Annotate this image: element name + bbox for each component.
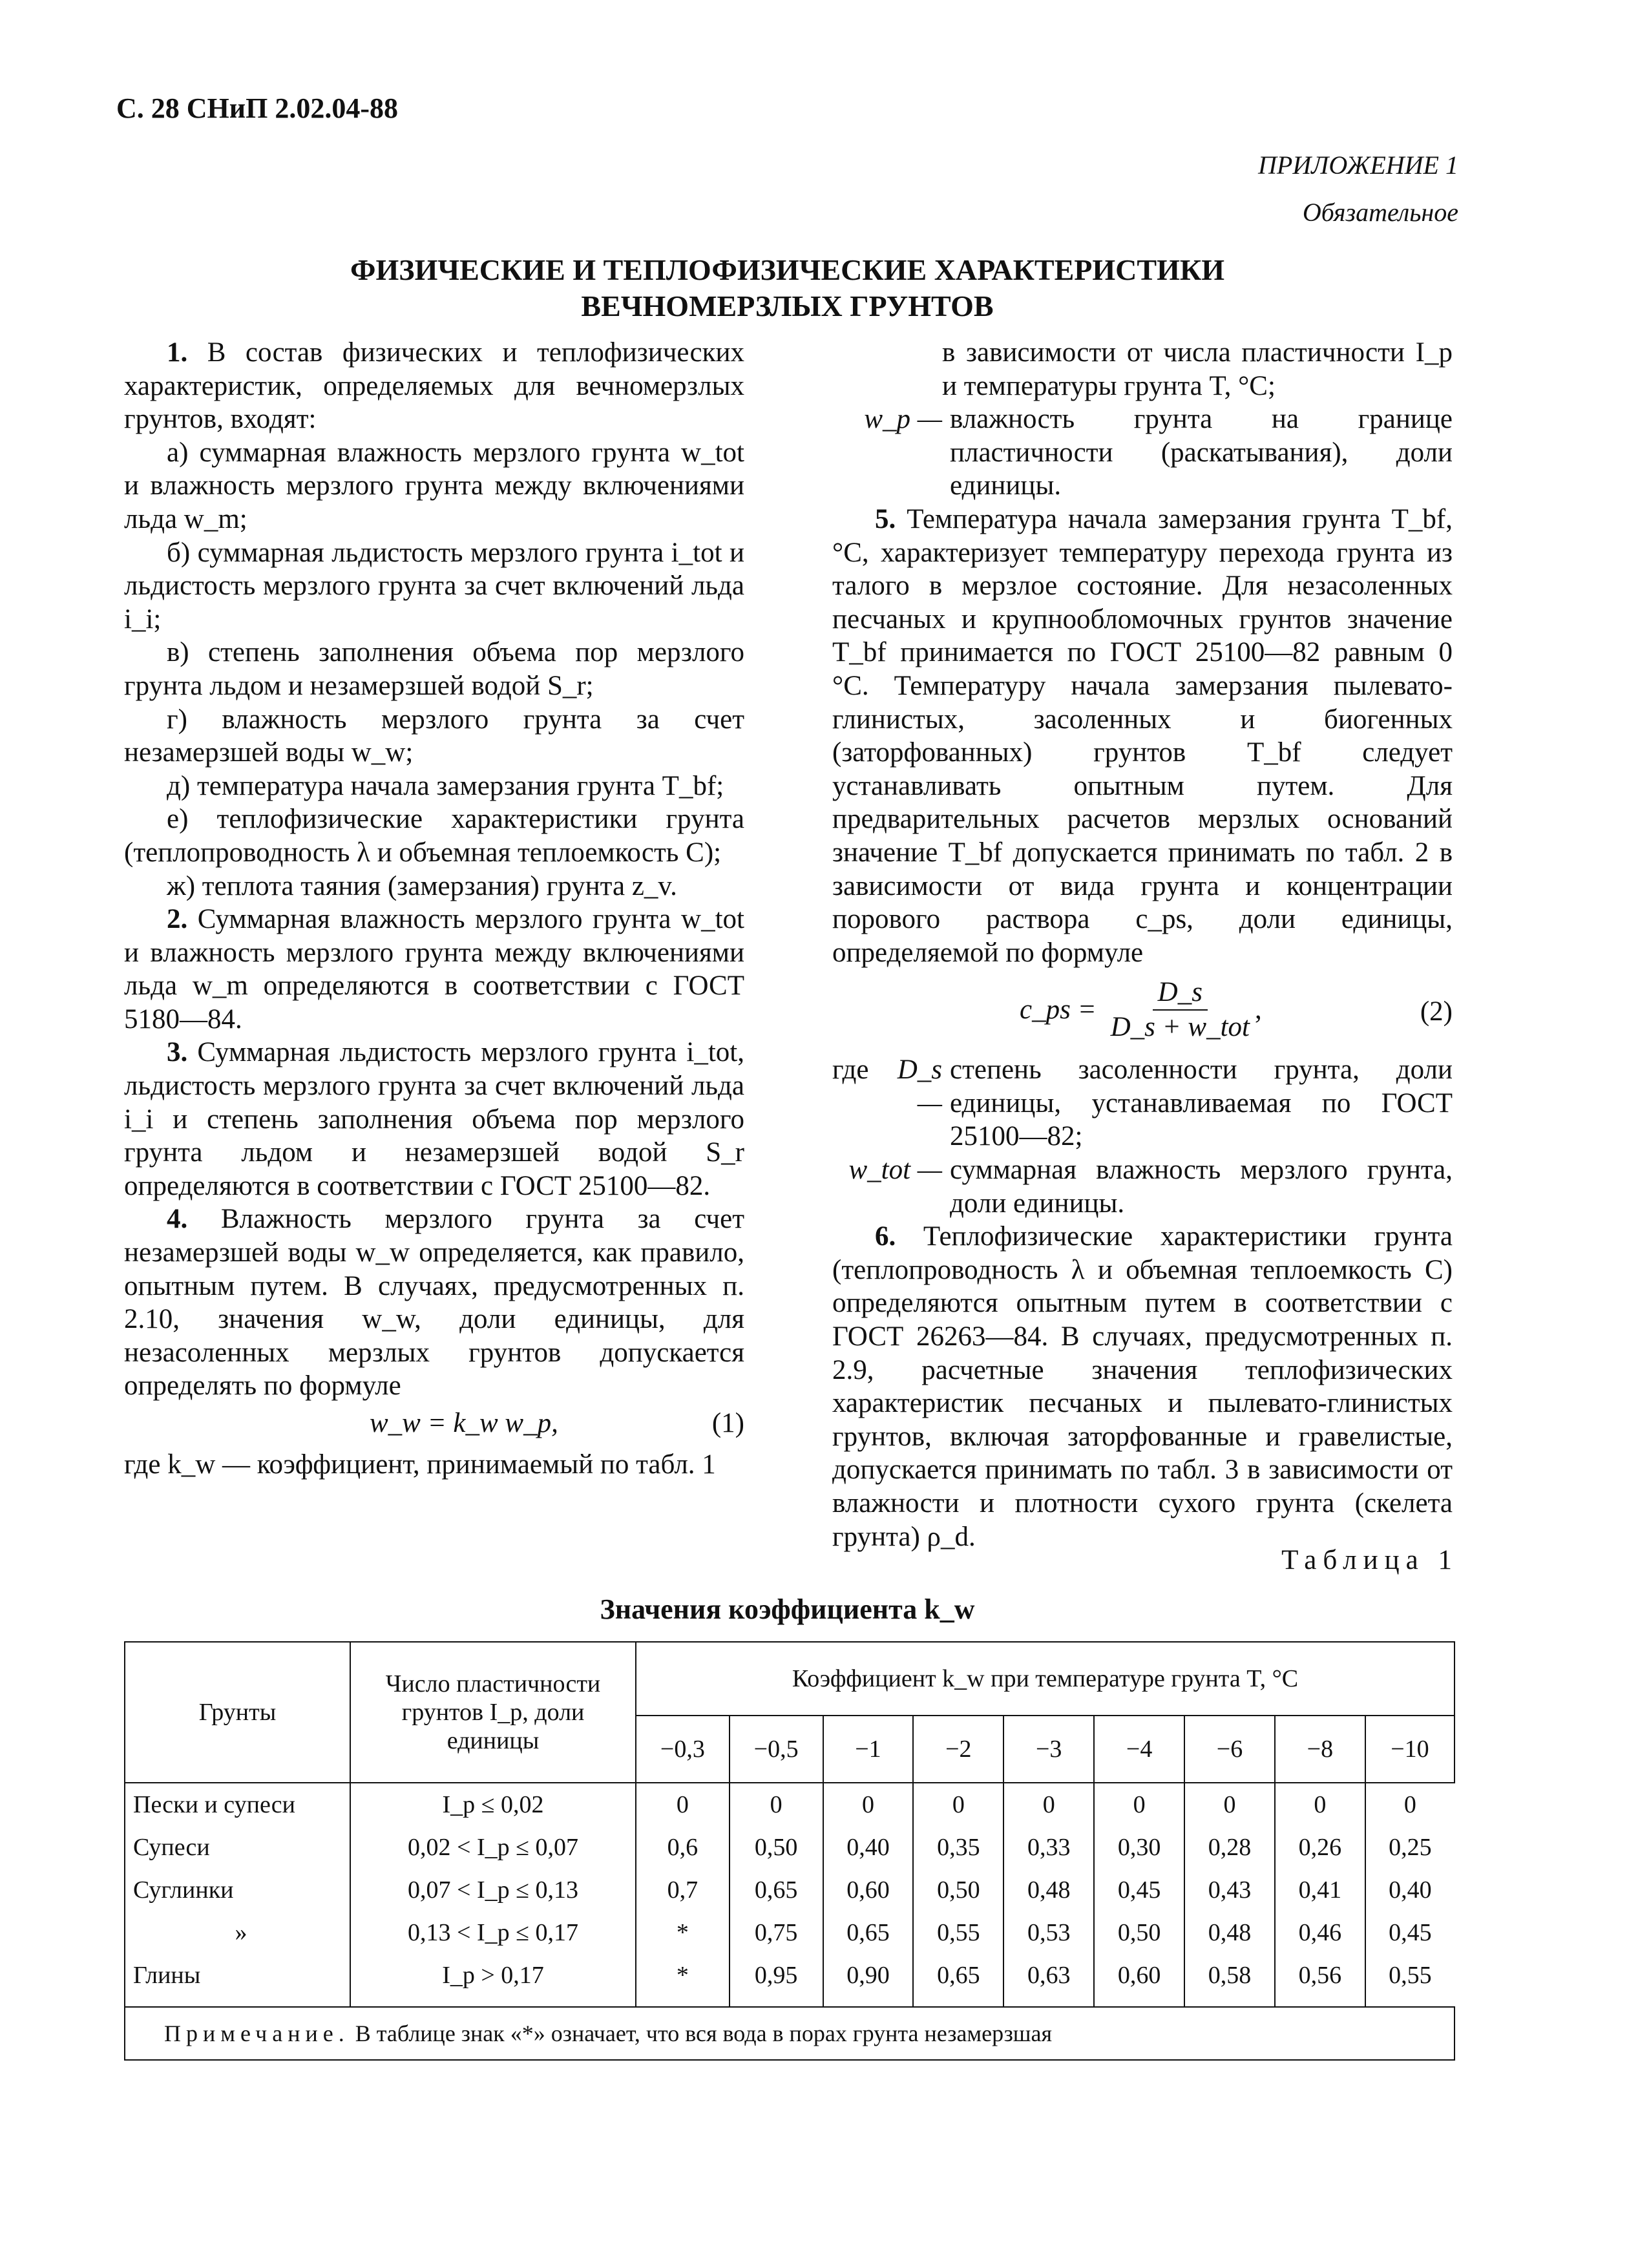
temperature-header-cell: −0,5 — [730, 1716, 823, 1783]
table-note — [125, 2007, 1455, 2060]
header-coefficient: Коэффициент k_w при температуре грунта T, °C — [636, 1642, 1455, 1716]
coefficient-cell: 0,48 — [1003, 1869, 1094, 1911]
appendix-status: Обязательное — [1302, 198, 1458, 227]
coefficient-cell: 0,45 — [1365, 1911, 1455, 1954]
coefficient-cell: 0,60 — [1094, 1954, 1184, 2007]
page-reference: С. 28 СНиП 2.02.04-88 — [116, 92, 399, 124]
coefficient-cell: 0,41 — [1275, 1869, 1365, 1911]
note-text: В таблице знак «*» означает, что вся вода в порах грунта незамерзшая — [349, 2021, 1053, 2046]
coefficient-cell: 0,40 — [1365, 1869, 1455, 1911]
coefficient-cell: 0,55 — [1365, 1954, 1455, 2007]
coefficient-cell: 0 — [1094, 1783, 1184, 1826]
plasticity-cell: 0,07 < I_p ≤ 0,13 — [350, 1869, 636, 1911]
coefficient-cell: 0,6 — [636, 1826, 730, 1869]
soil-cell: Пески и супеси — [125, 1783, 350, 1826]
table-row — [125, 1869, 1455, 1911]
coefficient-cell: 0,58 — [1184, 1954, 1275, 2007]
coefficient-table — [124, 1641, 1455, 2061]
item-v: в) степень заполнения объема пор мерзлого грунта льдом и незамерзшей водой S_r; — [124, 637, 744, 701]
title-line-2: ВЕЧНОМЕРЗЛЫХ ГРУНТОВ — [581, 289, 994, 322]
item-e: е) теплофизические характеристики грунта (теплопроводность λ и объемная теплоемкость C); — [124, 804, 744, 868]
soil-cell: Супеси — [125, 1826, 350, 1869]
table-row — [125, 1826, 1455, 1869]
temperature-header-cell: −1 — [823, 1716, 914, 1783]
where-word: где — [832, 1055, 869, 1086]
soil-cell: Суглинки — [125, 1869, 350, 1911]
coefficient-cell: 0,7 — [636, 1869, 730, 1911]
paragraph-text: Теплофизические характеристики грунта (теплопроводность λ и объемная теплоемкость C) определяются опытным путем в соответствии с ГОСТ 26263—84. В случаях, предусмотренных п. 2.9, расчетные значения теплофизических характеристик песчаных и пылевато-глинистых грунтов, включая заторфованные и гравелистые, допускается принимать по табл. 3 в зависимости от влажности и плотности сухого грунта (скелета грунта) ρ_d. — [832, 1221, 1453, 1552]
table-title: Значения коэффициента k_w — [600, 1593, 975, 1625]
formula-1-number: (1) — [711, 1408, 744, 1438]
temperature-header-cell: −10 — [1365, 1716, 1455, 1783]
coefficient-cell: 0 — [823, 1783, 914, 1826]
definition-wtot — [832, 1153, 1453, 1220]
paragraph-text: Температура начала замерзания грунта T_bf, °C, характеризует температуру перехода грунта из талого в мерзлое состояние. Для незасоленных песчаных и крупнообломочных грунтов значение T_bf принимается по ГОСТ 25100—82 равным 0 °C. Температуру начала замерзания пылевато-глинистых, засоленных и биогенных (заторфованных) грунтов T_bf следует устанавливать опытным путем. Для предварительных расчетов мерзлых оснований значение T_bf допускается принимать по табл. 2 в зависимости от вида грунта и концентрации порового раствора c_ps, доли единицы, определяемой по формуле — [832, 503, 1453, 968]
formula-2-expression — [1020, 976, 1262, 1044]
paragraph-3 — [124, 1036, 744, 1202]
formula-2-lhs: c_ps = — [1020, 994, 1097, 1025]
definition-ds — [832, 1053, 1453, 1153]
plasticity-cell: 0,02 < I_p ≤ 0,07 — [350, 1826, 636, 1869]
coefficient-cell: 0,48 — [1184, 1911, 1275, 1954]
coefficient-cell: 0,60 — [823, 1869, 914, 1911]
temperature-header-cell: −0,3 — [636, 1716, 730, 1783]
fraction — [1106, 976, 1255, 1044]
temperature-header-cell: −6 — [1184, 1716, 1275, 1783]
fraction-denominator: D_s + w_tot — [1110, 1011, 1250, 1042]
paragraph-number: 3. — [167, 1037, 188, 1068]
definition-text: степень засоленности грунта, доли единицы, устанавливаемая по ГОСТ 25100—82; — [950, 1055, 1453, 1152]
soil-cell: Глины — [125, 1954, 350, 2007]
coefficient-cell: * — [636, 1954, 730, 2007]
formula-2-tail: , — [1254, 994, 1262, 1025]
coefficient-cell: 0,50 — [913, 1869, 1003, 1911]
coefficient-cell: 0,46 — [1275, 1911, 1365, 1954]
coefficient-cell: 0,30 — [1094, 1826, 1184, 1869]
table-row — [125, 1911, 1455, 1954]
definition-key: w_tot — — [848, 1155, 942, 1186]
paragraph-5 — [832, 503, 1453, 969]
paragraph-1 — [124, 336, 744, 436]
paragraph-number: 1. — [167, 337, 188, 368]
item-zh: ж) теплота таяния (замерзания) грунта z_v. — [167, 870, 677, 901]
coefficient-cell: 0,95 — [730, 1954, 823, 2007]
header-soil: Грунты — [125, 1642, 350, 1783]
coefficient-cell: 0,65 — [823, 1911, 914, 1954]
coefficient-cell: 0,45 — [1094, 1869, 1184, 1911]
right-column — [832, 336, 1453, 1553]
item-a: а) суммарная влажность мерзлого грунта w_tot и влажность мерзлого грунта между включениями льда w_m; — [124, 437, 744, 534]
table-row — [125, 1783, 1455, 1826]
coefficient-cell: 0,35 — [913, 1826, 1003, 1869]
coefficient-cell: 0,50 — [730, 1826, 823, 1869]
paragraph-6 — [832, 1220, 1453, 1553]
left-column — [124, 336, 744, 1482]
coefficient-cell: 0,43 — [1184, 1869, 1275, 1911]
definition-wp — [832, 403, 1453, 503]
coefficient-cell: 0,53 — [1003, 1911, 1094, 1954]
paragraph-number: 6. — [875, 1221, 896, 1252]
item-b: б) суммарная льдистость мерзлого грунта i_tot и льдистость мерзлого грунта за счет включений льда i_i; — [124, 537, 744, 635]
paragraph-text: Влажность мерзлого грунта за счет незамерзшей воды w_w определяется, как правило, опытным путем. В случаях, предусмотренных п. 2.10, значения w_w, доли единицы, для незасоленных мерзлых грунтов допускается определять по формуле — [124, 1204, 744, 1402]
formula-2 — [832, 969, 1453, 1053]
coefficient-cell: 0,50 — [1094, 1911, 1184, 1954]
paragraph-text: Суммарная льдистость мерзлого грунта i_tot, льдистость мерзлого грунта за счет включений льда i_i и степень заполнения объема пор мерзлого грунта льдом и незамерзшей водой S_r определяются в соответствии с ГОСТ 25100—82. — [124, 1037, 744, 1201]
item-g: г) влажность мерзлого грунта за счет незамерзшей воды w_w; — [124, 704, 744, 768]
coefficient-cell: 0 — [1275, 1783, 1365, 1826]
temperature-header-cell: −8 — [1275, 1716, 1365, 1783]
paragraph-text: В состав физических и теплофизических характеристик, определяемых для вечномерзлых грунтов, входят: — [124, 337, 744, 435]
table-note-row — [125, 2007, 1455, 2060]
coefficient-cell: 0,55 — [913, 1911, 1003, 1954]
continuation-text: в зависимости от числа пластичности I_p и температуры грунта T, °C; — [942, 337, 1453, 401]
coefficient-cell: 0,26 — [1275, 1826, 1365, 1869]
paragraph-4 — [124, 1202, 744, 1403]
paragraph-number: 2. — [167, 904, 188, 935]
coefficient-cell: 0 — [913, 1783, 1003, 1826]
table-row — [125, 1954, 1455, 2007]
soil-cell: » — [125, 1911, 350, 1954]
coefficient-cell: 0,56 — [1275, 1954, 1365, 2007]
formula-1-where: где k_w — коэффициент, принимаемый по табл. 1 — [124, 1449, 716, 1480]
temperature-header-cell: −2 — [913, 1716, 1003, 1783]
plasticity-cell: I_p ≤ 0,02 — [350, 1783, 636, 1826]
coefficient-cell: 0,33 — [1003, 1826, 1094, 1869]
coefficient-cell: 0 — [1365, 1783, 1455, 1826]
title-line-1: ФИЗИЧЕСКИЕ И ТЕПЛОФИЗИЧЕСКИЕ ХАРАКТЕРИСТИКИ — [350, 253, 1224, 286]
temperature-header-cell: −3 — [1003, 1716, 1094, 1783]
paragraph-number: 5. — [875, 503, 896, 534]
formula-1 — [124, 1403, 744, 1448]
note-label: Примечание. — [164, 2021, 350, 2046]
plasticity-cell: 0,13 < I_p ≤ 0,17 — [350, 1911, 636, 1954]
coefficient-cell: 0,90 — [823, 1954, 914, 2007]
paragraph-text: Суммарная влажность мерзлого грунта w_tot и влажность мерзлого грунта между включениями льда w_m определяются в соответствии с ГОСТ 5180—84. — [124, 904, 744, 1034]
header-plasticity: Число пластичности грунтов I_p, доли единицы — [350, 1642, 636, 1783]
formula-1-expression: w_w = k_w w_p, — [370, 1408, 558, 1438]
definition-key: D_s — — [897, 1055, 942, 1118]
coefficient-cell: 0,25 — [1365, 1826, 1455, 1869]
coefficient-cell: * — [636, 1911, 730, 1954]
definition-text: суммарная влажность мерзлого грунта, доли единицы. — [950, 1155, 1453, 1219]
coefficient-cell: 0,40 — [823, 1826, 914, 1869]
table-label: Таблица 1 — [1281, 1545, 1458, 1575]
coefficient-cell: 0,75 — [730, 1911, 823, 1954]
fraction-numerator: D_s — [1153, 976, 1208, 1011]
item-d: д) температура начала замерзания грунта T_bf; — [167, 770, 724, 801]
definition-text: влажность грунта на границе пластичности (раскатывания), доли единицы. — [950, 404, 1453, 501]
page-title — [116, 252, 1458, 324]
appendix-label: ПРИЛОЖЕНИЕ 1 — [1258, 151, 1458, 180]
coefficient-cell: 0 — [636, 1783, 730, 1826]
paragraph-2 — [124, 903, 744, 1036]
coefficient-cell: 0,65 — [730, 1869, 823, 1911]
coefficient-cell: 0,63 — [1003, 1954, 1094, 2007]
coefficient-cell: 0 — [1003, 1783, 1094, 1826]
coefficient-cell: 0,28 — [1184, 1826, 1275, 1869]
definition-key: w_p — — [864, 404, 942, 435]
coefficient-cell: 0 — [730, 1783, 823, 1826]
table-body — [125, 1783, 1455, 2060]
formula-2-number: (2) — [1420, 996, 1453, 1027]
coefficient-cell: 0 — [1184, 1783, 1275, 1826]
plasticity-cell: I_p > 0,17 — [350, 1954, 636, 2007]
coefficient-cell: 0,65 — [913, 1954, 1003, 2007]
temperature-header-cell: −4 — [1094, 1716, 1184, 1783]
paragraph-number: 4. — [167, 1204, 188, 1235]
